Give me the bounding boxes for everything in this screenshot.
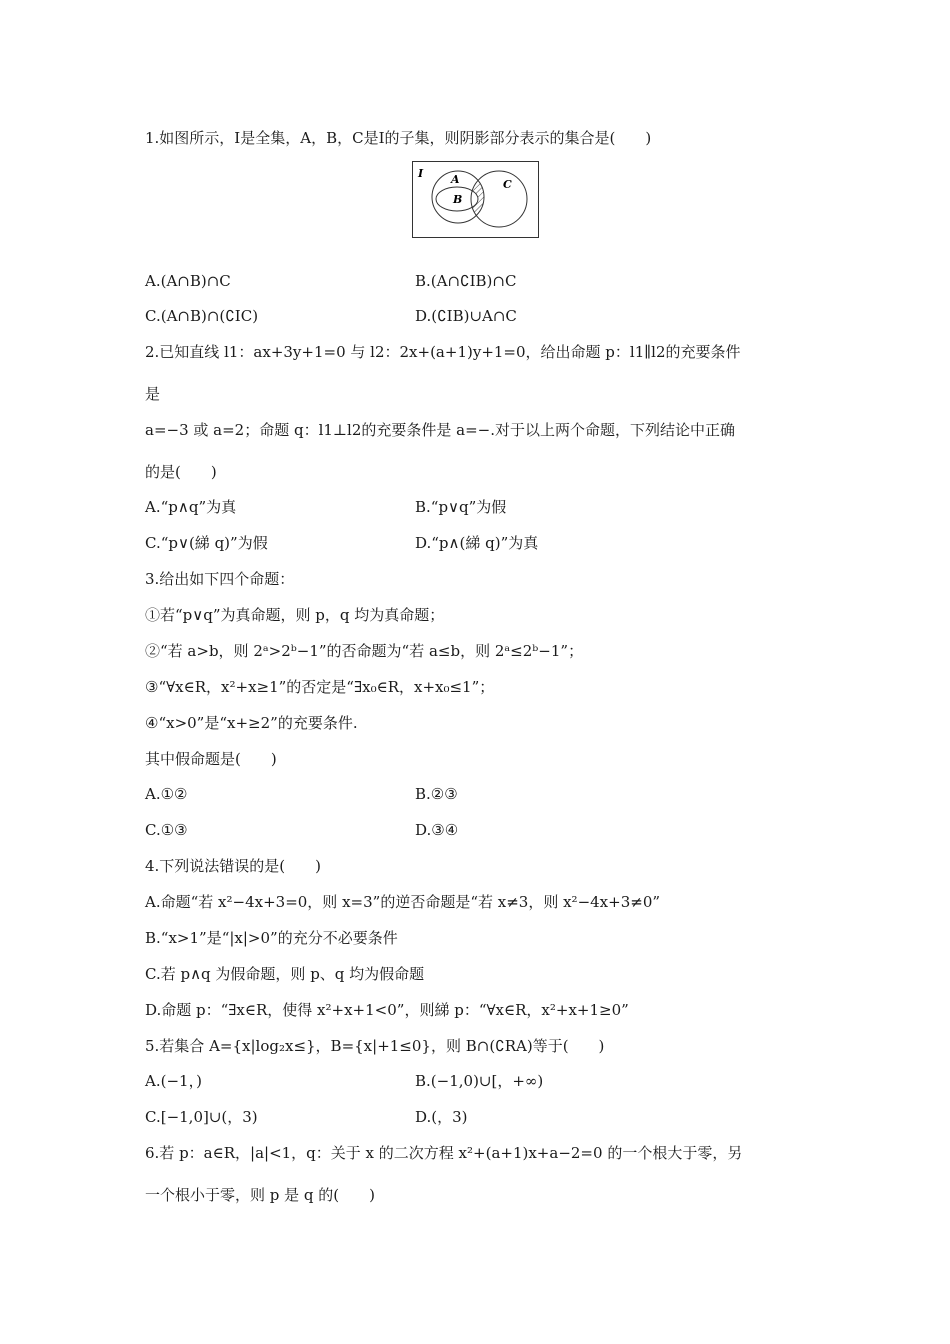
q4-option-c: C.若 p∧q 为假命题，则 p、q 均为假命题 [145,965,425,983]
q1-stem: 1.如图所示，I是全集，A，B，C是I的子集，则阴影部分表示的集合是( ) [145,129,652,147]
q3-ask: 其中假命题是( ) [145,750,277,768]
q2-option-a: A.“p∧q”为真 [145,498,237,516]
q5-option-d: D.(，3) [415,1108,468,1126]
q1-option-c: C.(A∩B)∩(∁IC) [145,307,259,325]
label-i: I [418,167,424,180]
q3-item-4: ④“x>0”是“x+≥2”的充要条件. [145,714,358,732]
q6-stem-line1: 6.若 p：a∈R，|a|<1，q：关于 x 的二次方程 x²+(a+1)x+a−2=0 的一个根大于零，另 [145,1144,743,1162]
q2-stem-line3: a=−3 或 a=2；命题 q：l1⊥l2的充要条件是 a=−.对于以上两个命题，下列结论中正确 [145,421,735,439]
q2-stem-line4: 的是( ) [145,463,217,481]
q2-stem-line1: 2.已知直线 l1：ax+3y+1=0 与 l2：2x+(a+1)y+1=0，给出命题 p：l1∥l2的充要条件 [145,343,741,361]
q5-stem: 5.若集合 A={x|log₂x≤}，B={x|+1≤0}，则 B∩(∁RA)等于( ) [145,1037,605,1055]
q3-option-d: D.③④ [415,821,459,839]
q1-option-d: D.(∁IB)∪A∩C [415,307,517,325]
q3-option-c: C.①③ [145,821,188,839]
q4-option-d: D.命题 p：“∃x∈R，使得 x²+x+1<0”，则綈 p：“∀x∈R，x²+x+1≥0” [145,1001,629,1019]
label-a: A [451,173,460,186]
label-b: B [453,193,463,206]
q2-option-b: B.“p∨q”为假 [415,498,507,516]
venn-diagram [412,161,539,238]
q2-stem-line2: 是 [145,385,161,403]
q3-item-2: ②“若 a>b，则 2ᵃ>2ᵇ−1”的否命题为“若 a≤b，则 2ᵃ≤2ᵇ−1”； [145,642,584,660]
q1-option-b: B.(A∩∁IB)∩C [415,272,517,290]
q3-option-b: B.②③ [415,785,458,803]
q3-item-1: ①若“p∨q”为真命题，则 p，q 均为真命题； [145,606,445,624]
label-c: C [503,178,512,191]
q2-option-d: D.“p∧(綈 q)”为真 [415,534,539,552]
q3-item-3: ③“∀x∈R，x²+x≥1”的否定是“∃x₀∈R，x+x₀≤1”； [145,678,495,696]
q4-stem: 4.下列说法错误的是( ) [145,857,322,875]
q3-stem: 3.给出如下四个命题： [145,570,295,588]
q3-option-a: A.①② [145,785,188,803]
q6-stem-line2: 一个根小于零，则 p 是 q 的( ) [145,1186,375,1204]
q5-option-b: B.(−1,0)∪[，+∞) [415,1072,544,1090]
q2-option-c: C.“p∨(綈 q)”为假 [145,534,268,552]
q1-option-a: A.(A∩B)∩C [145,272,231,290]
q4-option-a: A.命题“若 x²−4x+3=0，则 x=3”的逆否命题是“若 x≠3，则 x²−4x+3≠0” [145,893,661,911]
q4-option-b: B.“x>1”是“|x|>0”的充分不必要条件 [145,929,398,947]
q5-option-a: A.(−1，) [145,1072,202,1090]
q5-option-c: C.[−1,0]∪(，3) [145,1108,258,1126]
